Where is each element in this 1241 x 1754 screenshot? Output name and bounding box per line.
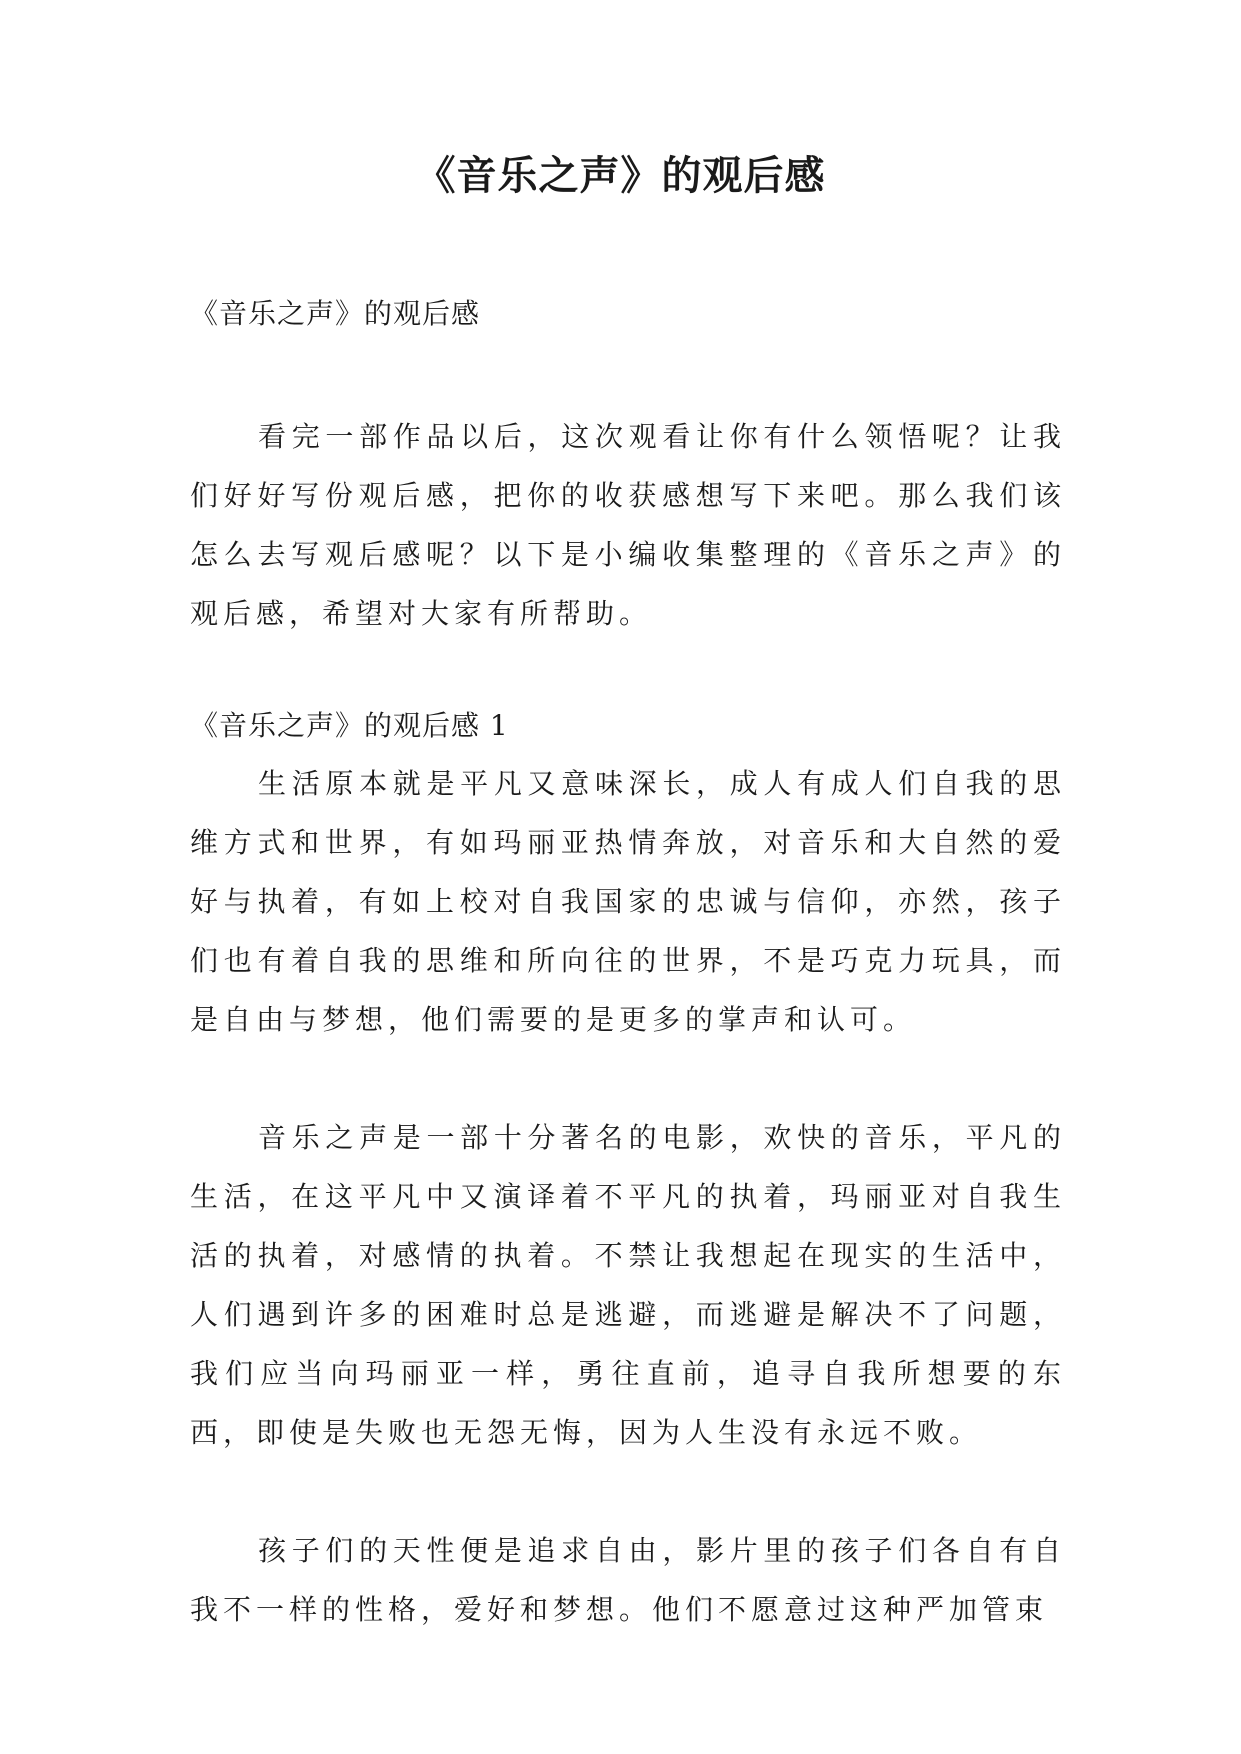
document-subtitle: 《音乐之声》的观后感 <box>190 297 481 330</box>
document-title: 《音乐之声》的观后感 <box>415 153 826 199</box>
body-paragraph: 音乐之声是一部十分著名的电影，欢快的音乐，平凡的生活，在这平凡中又演译着不平凡的执着，玛丽亚对自我生活的执着，对感情的执着。不禁让我想起在现实的生活中，人们遇到许多的困难时总是逃避，而逃避是解决不了问题，我们应当向玛丽亚一样，勇往直前，追寻自我所想要的东西，即使是失败也无怨无悔，因为人生没有永远不败。 <box>190 1121 1066 1449</box>
intro-paragraph: 看完一部作品以后，这次观看让你有什么领悟呢？让我们好好写份观后感，把你的收获感想写下来吧。那么我们该怎么去写观后感呢？以下是小编收集整理的《音乐之声》的观后感，希望对大家有所帮助。 <box>190 420 1066 630</box>
body-paragraph: 生活原本就是平凡又意味深长，成人有成人们自我的思维方式和世界，有如玛丽亚热情奔放，对音乐和大自然的爱好与执着，有如上校对自我国家的忠诚与信仰，亦然，孩子们也有着自我的思维和所向往的世界，不是巧克力玩具，而是自由与梦想，他们需要的是更多的掌声和认可。 <box>190 767 1066 1036</box>
body-paragraph: 孩子们的天性便是追求自由，影片里的孩子们各自有自我不一样的性格，爱好和梦想。他们不愿意过这种严加管束 <box>190 1534 1066 1626</box>
section-heading: 《音乐之声》的观后感 1 <box>190 709 509 742</box>
